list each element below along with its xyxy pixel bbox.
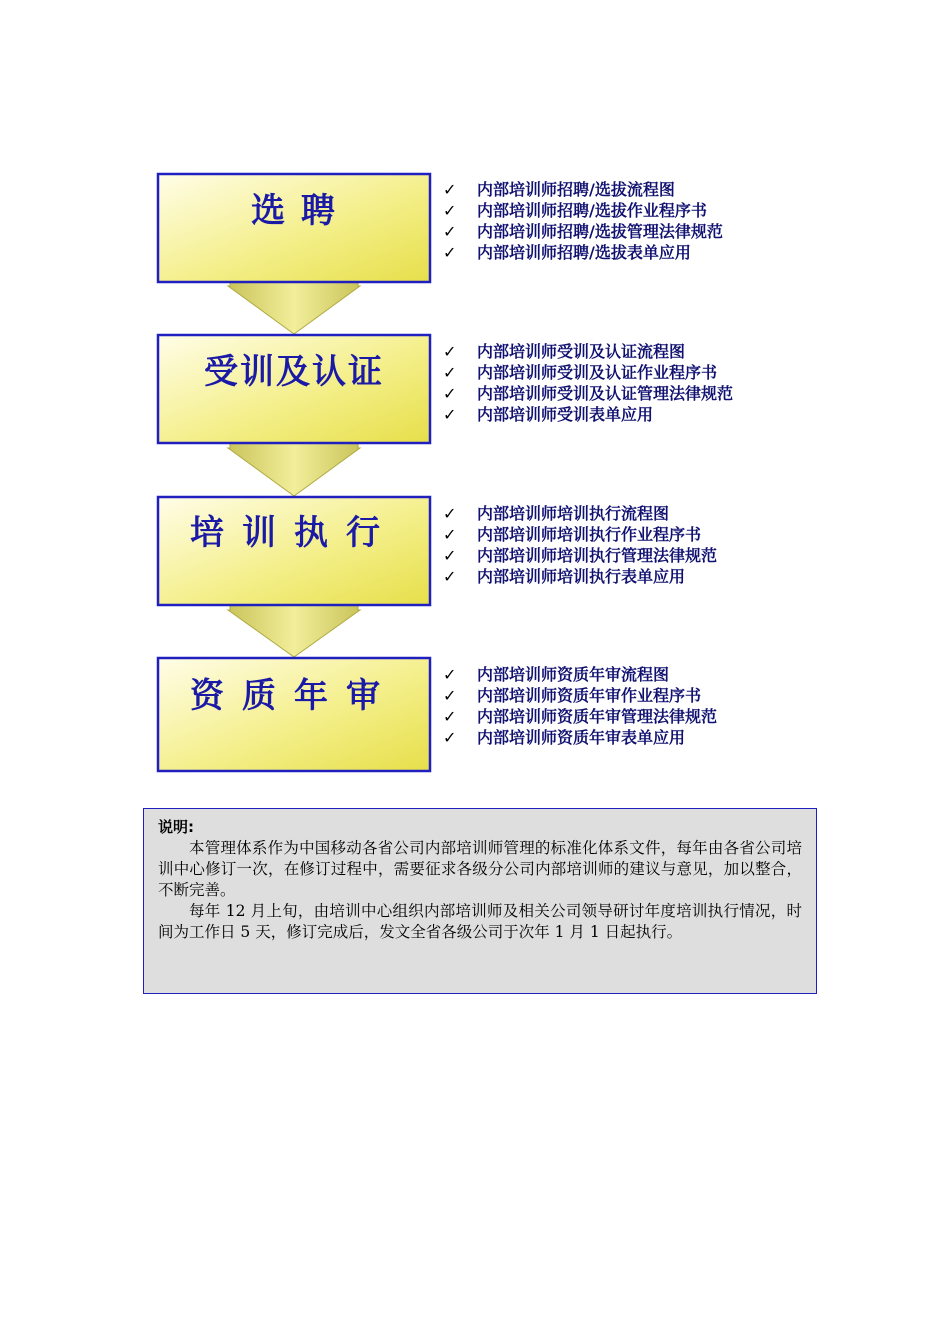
list-item [443,727,717,748]
list-item-label: 内部培训师资质年审作业程序书 [477,686,702,705]
list-item-label: 内部培训师资质年审管理法律规范 [477,707,718,726]
check-icon: ✓ [443,342,457,361]
check-icon: ✓ [443,384,457,403]
stage-title-3: 培训执行 [190,513,398,553]
list-item [443,221,723,242]
list-item [443,503,717,524]
list-item-label: 内部培训师受训表单应用 [477,405,654,424]
check-icon: ✓ [443,728,457,747]
list-item [443,242,723,263]
check-icon: ✓ [443,707,457,726]
list-item-label: 内部培训师受训及认证作业程序书 [477,363,718,382]
list-item-label: 内部培训师资质年审表单应用 [477,728,686,747]
list-item-label: 内部培训师培训执行作业程序书 [477,525,702,544]
list-item-label: 内部培训师招聘/选拔表单应用 [477,243,691,262]
stage-title-4: 资质年审 [190,676,398,716]
list-item-label: 内部培训师培训执行管理法律规范 [477,546,718,565]
check-icon: ✓ [443,525,457,544]
list-item [443,664,717,685]
list-item-label: 内部培训师招聘/选拔管理法律规范 [477,222,723,241]
list-item-label: 内部培训师受训及认证流程图 [477,342,686,361]
check-icon: ✓ [443,243,457,262]
list-item [443,404,733,425]
list-item [443,524,717,545]
flow-arrow-1 [228,282,360,334]
list-item [443,685,717,706]
check-icon: ✓ [443,546,457,565]
note-box [143,808,817,994]
check-icon: ✓ [443,180,457,199]
list-item [443,341,733,362]
stage-3-doc-list [443,503,717,587]
list-item-label: 内部培训师培训执行表单应用 [477,567,686,586]
stage-2-doc-list [443,341,733,425]
list-item [443,566,717,587]
list-item [443,706,717,727]
list-item-label: 内部培训师招聘/选拔流程图 [477,180,675,199]
check-icon: ✓ [443,665,457,684]
note-title: 说明: [158,818,194,836]
check-icon: ✓ [443,201,457,220]
check-icon: ✓ [443,686,457,705]
list-item-label: 内部培训师招聘/选拔作业程序书 [477,201,707,220]
flow-arrow-2 [228,443,360,496]
list-item-label: 内部培训师资质年审流程图 [477,665,670,684]
list-item-label: 内部培训师培训执行流程图 [477,504,670,523]
list-item [443,179,723,200]
note-paragraph-2: 每年 12 月上旬，由培训中心组织内部培训师及相关公司领导研讨年度培训执行情况，时间为工作日 5 天，修订完成后，发文全省各级公司于次年 1 月 1 日起执行。 [158,902,802,941]
list-item [443,200,723,221]
list-item [443,545,717,566]
list-item [443,362,733,383]
stage-title-1: 选 聘 [251,191,337,231]
note-paragraph-1: 本管理体系作为中国移动各省公司内部培训师管理的标准化体系文件，每年由各省公司培训中心修订一次，在修订过程中，需要征求各级分公司内部培训师的建议与意见，加以整合，不断完善。 [158,839,802,899]
check-icon: ✓ [443,567,457,586]
list-item-label: 内部培训师受训及认证管理法律规范 [477,384,734,403]
stage-1-doc-list [443,179,723,263]
flow-arrow-3 [228,605,360,657]
stage-title-2: 受训及认证 [204,352,384,392]
check-icon: ✓ [443,222,457,241]
list-item [443,383,733,404]
check-icon: ✓ [443,504,457,523]
check-icon: ✓ [443,363,457,382]
stage-4-doc-list [443,664,717,748]
check-icon: ✓ [443,405,457,424]
